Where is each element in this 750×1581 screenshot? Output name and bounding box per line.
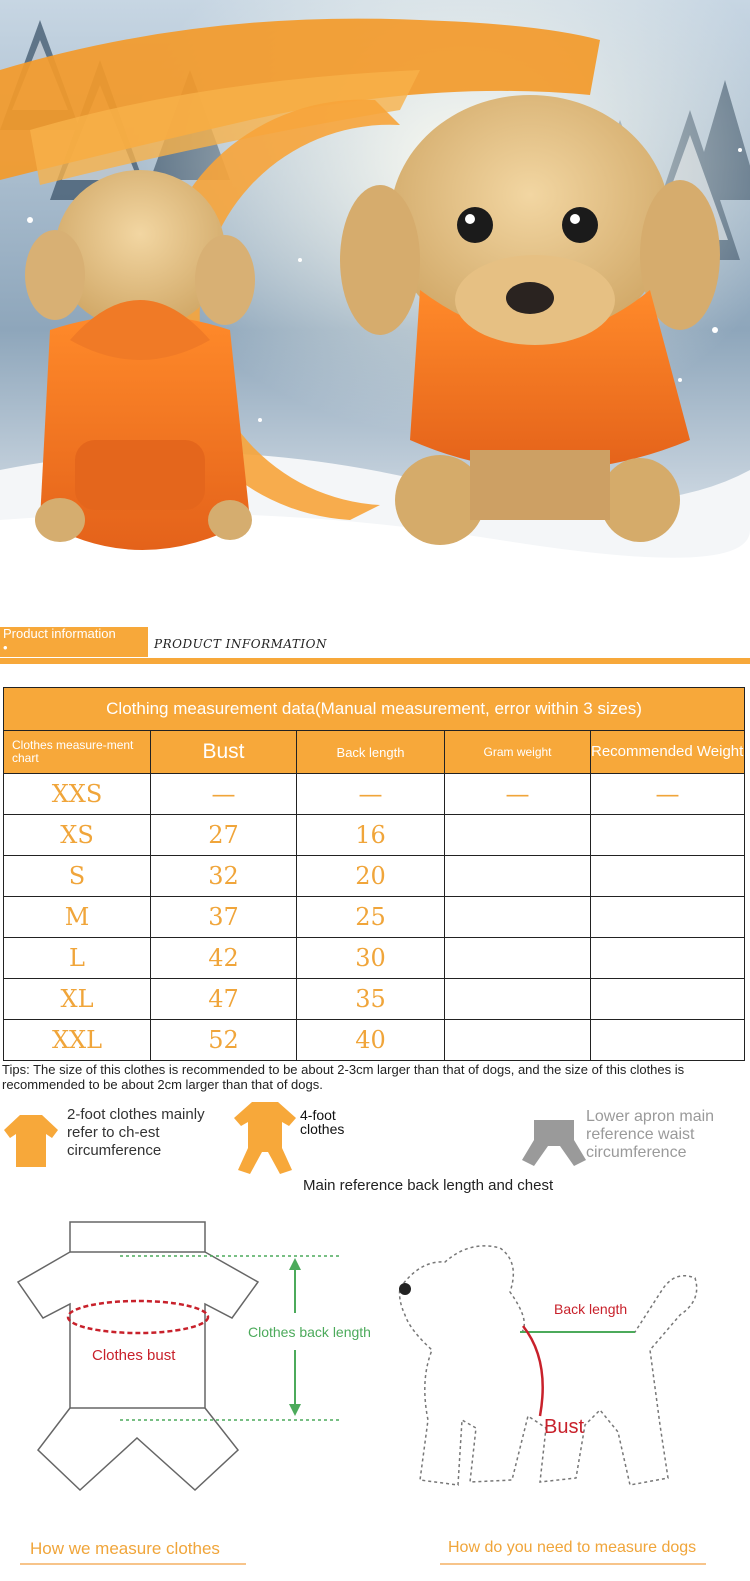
table-row <box>4 774 745 815</box>
main-reference-caption: Main reference back length and chest <box>303 1177 554 1194</box>
arrow-up-icon <box>289 1258 301 1270</box>
size-table-header-row <box>4 731 745 774</box>
cell-size: XL <box>4 979 151 1020</box>
size-table-title: Clothing measurement data(Manual measurement, error within 3 sizes) <box>4 688 745 731</box>
table-row <box>4 979 745 1020</box>
cell-bust: 27 <box>151 815 297 856</box>
dog-nose-icon <box>399 1283 411 1295</box>
cell-size: S <box>4 856 151 897</box>
cell-size: XXS <box>4 774 151 815</box>
four-foot-caption: 4-foot clothes <box>300 1108 345 1134</box>
cell-recommended-weight <box>591 856 745 897</box>
cell-gram-weight <box>445 938 591 979</box>
size-chart-table <box>3 687 745 1061</box>
header-size-chart: Clothes measure-ment chart <box>4 731 151 774</box>
table-row <box>4 815 745 856</box>
cell-size: M <box>4 897 151 938</box>
dog-bust-label: Bust <box>544 1416 585 1438</box>
cell-gram-weight <box>445 979 591 1020</box>
footer-how-to-measure-dogs: How do you need to measure dogs <box>448 1539 697 1556</box>
lower-apron-caption-text: Lower apron main reference waist circumference <box>586 1108 715 1161</box>
cell-recommended-weight <box>591 897 745 938</box>
footer-how-we-measure-clothes: How we measure clothes <box>30 1539 220 1558</box>
cell-size: XXL <box>4 1020 151 1061</box>
section-divider-line <box>0 658 750 664</box>
clothes-bust-label: Clothes bust <box>92 1347 176 1364</box>
cell-bust: 47 <box>151 979 297 1020</box>
product-information-tab <box>0 627 148 657</box>
clothes-back-length-label: Clothes back length <box>248 1324 371 1340</box>
two-foot-caption-text: 2-foot clothes mainly refer to ch-est circumference <box>67 1106 205 1159</box>
cell-back-length: 30 <box>297 938 445 979</box>
cell-bust: 42 <box>151 938 297 979</box>
cell-gram-weight <box>445 1020 591 1061</box>
cell-bust: — <box>151 774 297 815</box>
sizing-tips: Tips: The size of this clothes is recommended to be about 2-3cm larger than that of dogs, and the size of this clothes is recommended to be about 2cm larger than that of dogs. <box>2 1062 685 1092</box>
product-information-english: PRODUCT INFORMATION <box>154 637 327 651</box>
table-row <box>4 938 745 979</box>
four-foot-clothes-icon <box>232 1100 298 1176</box>
header-bust: Bust <box>151 731 297 774</box>
footer-left-underline <box>20 1563 246 1565</box>
cell-recommended-weight <box>591 815 745 856</box>
cell-bust: 52 <box>151 1020 297 1061</box>
cell-recommended-weight <box>591 938 745 979</box>
cell-back-length: 20 <box>297 856 445 897</box>
measurement-diagram <box>0 1200 750 1535</box>
footer-right-underline <box>440 1563 706 1565</box>
lower-apron-caption <box>586 1108 746 1162</box>
dog-outline-shape <box>400 1246 697 1485</box>
cell-gram-weight: — <box>445 774 591 815</box>
cell-recommended-weight: — <box>591 774 745 815</box>
lower-apron-clothes-icon <box>520 1118 588 1170</box>
dog-back-length-label: Back length <box>554 1301 628 1317</box>
two-foot-caption <box>67 1106 217 1160</box>
cell-back-length: 35 <box>297 979 445 1020</box>
header-back-length: Back length <box>297 731 445 774</box>
cell-bust: 37 <box>151 897 297 938</box>
size-table-title-row <box>4 688 745 731</box>
cell-back-length: 40 <box>297 1020 445 1061</box>
table-row <box>4 1020 745 1061</box>
hero-illustration <box>0 0 750 600</box>
clothes-bust-ellipse <box>68 1301 208 1333</box>
cell-gram-weight <box>445 815 591 856</box>
header-recommended-weight: Recommended Weight <box>591 731 745 774</box>
product-information-label: Product information <box>3 626 116 641</box>
dog-bust-curve <box>523 1326 543 1416</box>
two-foot-clothes-icon <box>2 1112 60 1170</box>
header-gram-weight: Gram weight <box>445 731 591 774</box>
cell-recommended-weight <box>591 1020 745 1061</box>
table-row <box>4 856 745 897</box>
cell-back-length: — <box>297 774 445 815</box>
table-row <box>4 897 745 938</box>
cell-back-length: 16 <box>297 815 445 856</box>
cell-recommended-weight <box>591 979 745 1020</box>
arrow-down-icon <box>289 1404 301 1416</box>
cell-bust: 32 <box>151 856 297 897</box>
cell-size: L <box>4 938 151 979</box>
hero-image <box>0 0 750 600</box>
cell-back-length: 25 <box>297 897 445 938</box>
cell-gram-weight <box>445 897 591 938</box>
cell-size: XS <box>4 815 151 856</box>
product-information-bullet: • <box>3 640 8 655</box>
cell-gram-weight <box>445 856 591 897</box>
